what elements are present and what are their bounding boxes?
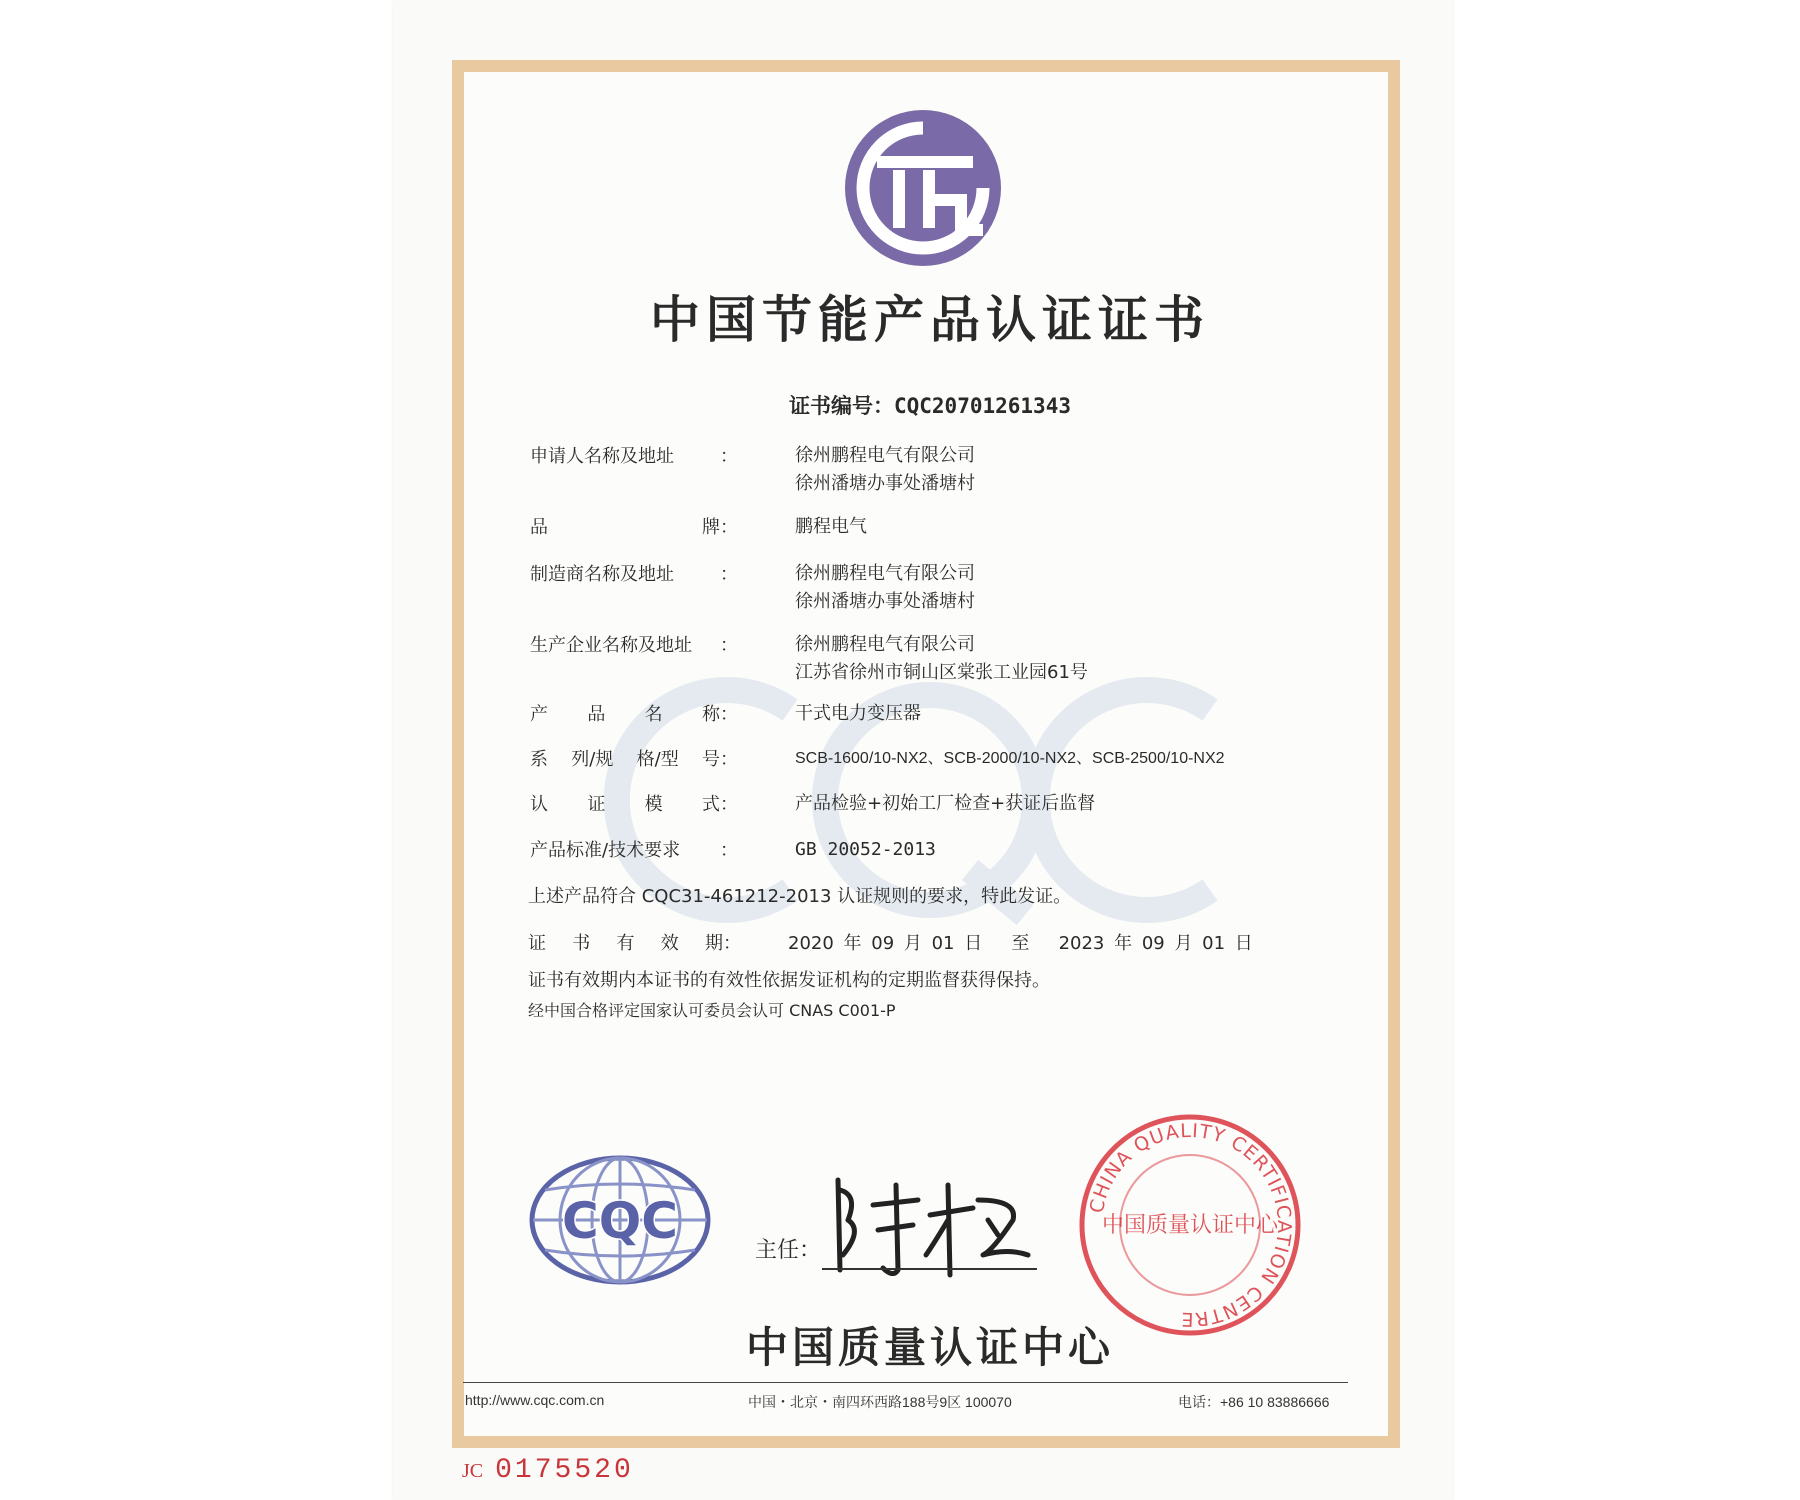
field-value: 徐州鹏程电气有限公司: [795, 445, 975, 466]
serial-value: 0175520: [495, 1455, 634, 1486]
serial-prefix: JC: [462, 1460, 484, 1482]
field-label: 认 证 模 式: [530, 794, 720, 815]
certificate-number-label: 证书编号：: [788, 394, 894, 418]
logo-text: CQC: [562, 1192, 678, 1250]
field-value: 产品检验+初始工厂检查+获证后监督: [795, 793, 1096, 814]
footer-phone: 电话：+86 10 83886666: [1178, 1394, 1330, 1410]
signature-line: [822, 1268, 1037, 1270]
footer-divider: [463, 1382, 1348, 1383]
certificate-title: 中国节能产品认证证书: [650, 291, 1210, 349]
issuer-name: 中国质量认证中心: [745, 1323, 1114, 1372]
validity-note: 证书有效期内本证书的有效性依据发证机构的定期监督获得保持。: [528, 970, 1050, 991]
field-value: 江苏省徐州市铜山区棠张工业园61号: [795, 662, 1088, 683]
validity-start: 2020 年 09 月 01 日: [788, 933, 983, 954]
compliance-statement: 上述产品符合 CQC31-461212-2013 认证规则的要求，特此发证。: [528, 886, 1072, 907]
field-label: 生产企业名称及地址: [530, 635, 692, 656]
field-label: 系 列/规 格/型 号: [530, 749, 720, 770]
field-label: 制造商名称及地址: [530, 564, 674, 585]
field-label: 产 品 名 称: [530, 704, 720, 725]
validity-end: 2023 年 09 月 01 日: [1058, 933, 1253, 954]
field-value: 徐州潘塘办事处潘塘村: [795, 591, 975, 612]
validity-period: 证 书 有 效 期 ： 2020 年 09 月 01 日 至 2023 年 09 月 01 日: [528, 929, 1328, 955]
energy-saving-logo-icon: [843, 108, 1003, 268]
director-label: 主任：: [755, 1238, 822, 1263]
seal-outer-text: CHINA QUALITY CERTIFICATION CENTRE: [1085, 1119, 1296, 1331]
certificate-number-value: CQC20701261343: [893, 394, 1071, 418]
field-value: GB 20052-2013: [795, 839, 936, 860]
footer-address: 中国・北京・南四环西路188号9区 100070: [748, 1394, 1012, 1410]
field-value: 徐州鹏程电气有限公司: [795, 563, 975, 584]
field-value: 干式电力变压器: [795, 703, 921, 724]
validity-label: 证 书 有 效 期: [528, 933, 723, 954]
cqc-logo-icon: [525, 1150, 715, 1290]
field-value: 徐州潘塘办事处潘塘村: [795, 473, 975, 494]
field-value: 徐州鹏程电气有限公司: [795, 634, 975, 655]
director-signature: [818, 1160, 1048, 1290]
accreditation-statement: 经中国合格评定国家认可委员会认可 CNAS C001-P: [528, 1001, 896, 1020]
certification-seal: [1075, 1110, 1305, 1340]
field-value: SCB-1600/10-NX2、SCB-2000/10-NX2、SCB-2500/10-NX2: [795, 750, 1225, 767]
footer-website: http://www.cqc.com.cn: [465, 1392, 605, 1408]
certificate-number: [560, 390, 1300, 420]
field-label: 申请人名称及地址: [530, 446, 674, 467]
validity-to: 至: [1011, 933, 1030, 954]
seal-inner-text: 中国质量认证中心: [1101, 1213, 1279, 1238]
serial-number: [462, 1455, 634, 1486]
field-label: 品 牌: [530, 517, 720, 538]
field-label: 产品标准/技术要求: [530, 840, 681, 861]
field-value: 鹏程电气: [795, 516, 867, 537]
